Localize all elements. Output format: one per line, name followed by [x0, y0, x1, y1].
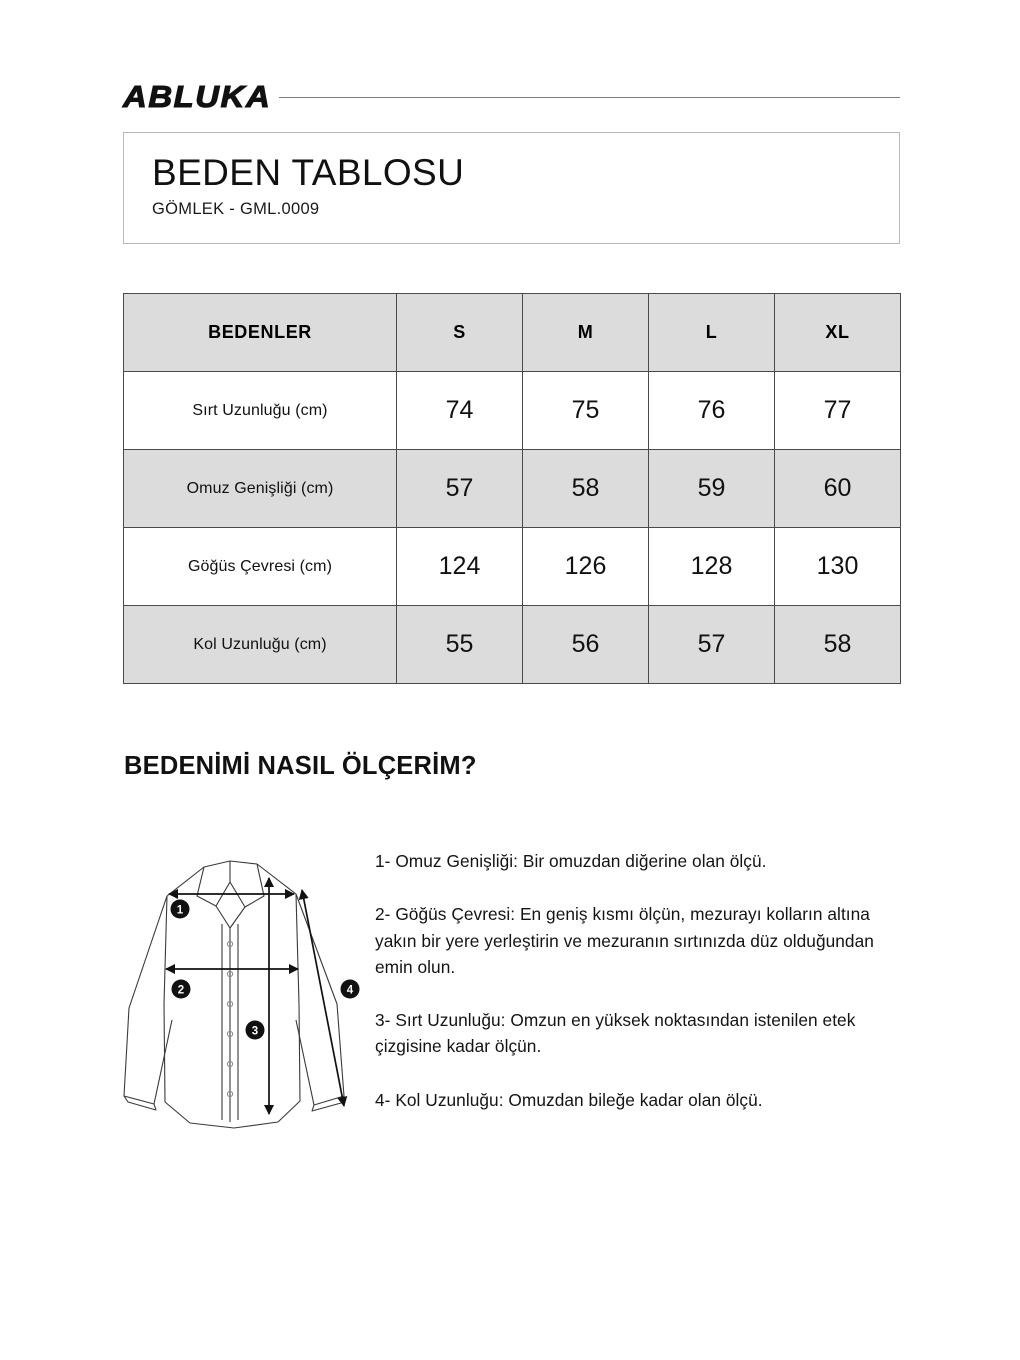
- marker-1: [171, 900, 190, 919]
- column-header-m: M: [523, 294, 649, 372]
- cell-omuz-xl: 60: [775, 450, 901, 528]
- measure-section-heading: BEDENİMİ NASIL ÖLÇERİM?: [124, 752, 477, 780]
- size-chart-table: [123, 293, 901, 684]
- cell-gogus-l: 128: [649, 528, 775, 606]
- cell-sirt-m: 75: [523, 372, 649, 450]
- svg-text:4: 4: [346, 984, 354, 997]
- shirt-diagram: [112, 834, 370, 1134]
- cell-omuz-s: 57: [397, 450, 523, 528]
- cell-gogus-xl: 130: [775, 528, 901, 606]
- instruction-item-4: 4- Kol Uzunluğu: Omuzdan bileğe kadar olan ölçü.: [375, 1089, 763, 1110]
- column-header-bedenler: BEDENLER: [124, 294, 397, 372]
- page-subtitle: GÖMLEK - GML.0009: [152, 200, 320, 219]
- cell-gogus-m: 126: [523, 528, 649, 606]
- measurement-instructions: [375, 848, 885, 1113]
- svg-text:3: 3: [251, 1025, 259, 1038]
- cell-kol-xl: 58: [775, 606, 901, 684]
- row-label-kol-uzunlugu: Kol Uzunluğu (cm): [124, 606, 397, 684]
- column-header-l: L: [649, 294, 775, 372]
- row-label-sirt-uzunlugu: Sırt Uzunluğu (cm): [124, 372, 397, 450]
- cell-sirt-s: 74: [397, 372, 523, 450]
- row-label-omuz-genisligi: Omuz Genişliği (cm): [124, 450, 397, 528]
- table-row: [124, 372, 901, 450]
- marker-2: [172, 980, 191, 999]
- table-row: [124, 606, 901, 684]
- cell-kol-m: 56: [523, 606, 649, 684]
- collar-v: [216, 906, 245, 928]
- page-title: BEDEN TABLOSU: [152, 152, 465, 193]
- shoulder-line: [167, 861, 296, 896]
- cell-gogus-s: 124: [397, 528, 523, 606]
- collar-left: [197, 861, 230, 906]
- abluka-logo: ABLUKA: [123, 78, 272, 114]
- table-row: [124, 528, 901, 606]
- marker-3: [246, 1021, 265, 1040]
- right-cuff: [312, 1096, 344, 1111]
- cell-kol-s: 55: [397, 606, 523, 684]
- cell-sirt-xl: 77: [775, 372, 901, 450]
- marker-4: [341, 980, 360, 999]
- column-header-xl: XL: [775, 294, 901, 372]
- cell-omuz-m: 58: [523, 450, 649, 528]
- header-divider-line: [279, 97, 900, 98]
- title-box: [123, 132, 900, 244]
- column-header-s: S: [397, 294, 523, 372]
- collar-right: [230, 864, 264, 907]
- instruction-item-3: 3- Sırt Uzunluğu: Omzun en yüksek noktasından istenilen etek çizgisine kadar ölçün.: [375, 1010, 856, 1057]
- cell-kol-l: 57: [649, 606, 775, 684]
- cell-sirt-l: 76: [649, 372, 775, 450]
- brand-header: [123, 78, 900, 114]
- svg-text:1: 1: [176, 904, 184, 917]
- table-header-row: [124, 294, 901, 372]
- svg-text:2: 2: [177, 984, 185, 997]
- instruction-item-1: 1- Omuz Genişliği: Bir omuzdan diğerine olan ölçü.: [375, 851, 767, 871]
- table-row: [124, 450, 901, 528]
- arrow-sleeve-length: [302, 890, 344, 1106]
- row-label-gogus-cevresi: Göğüs Çevresi (cm): [124, 528, 397, 606]
- cell-omuz-l: 59: [649, 450, 775, 528]
- instruction-item-2: 2- Göğüs Çevresi: En geniş kısmı ölçün, mezurayı kolların altına yakın bir yere yerleştirin ve mezuranın sırtınızda düz olduğundan emin olun.: [375, 904, 874, 977]
